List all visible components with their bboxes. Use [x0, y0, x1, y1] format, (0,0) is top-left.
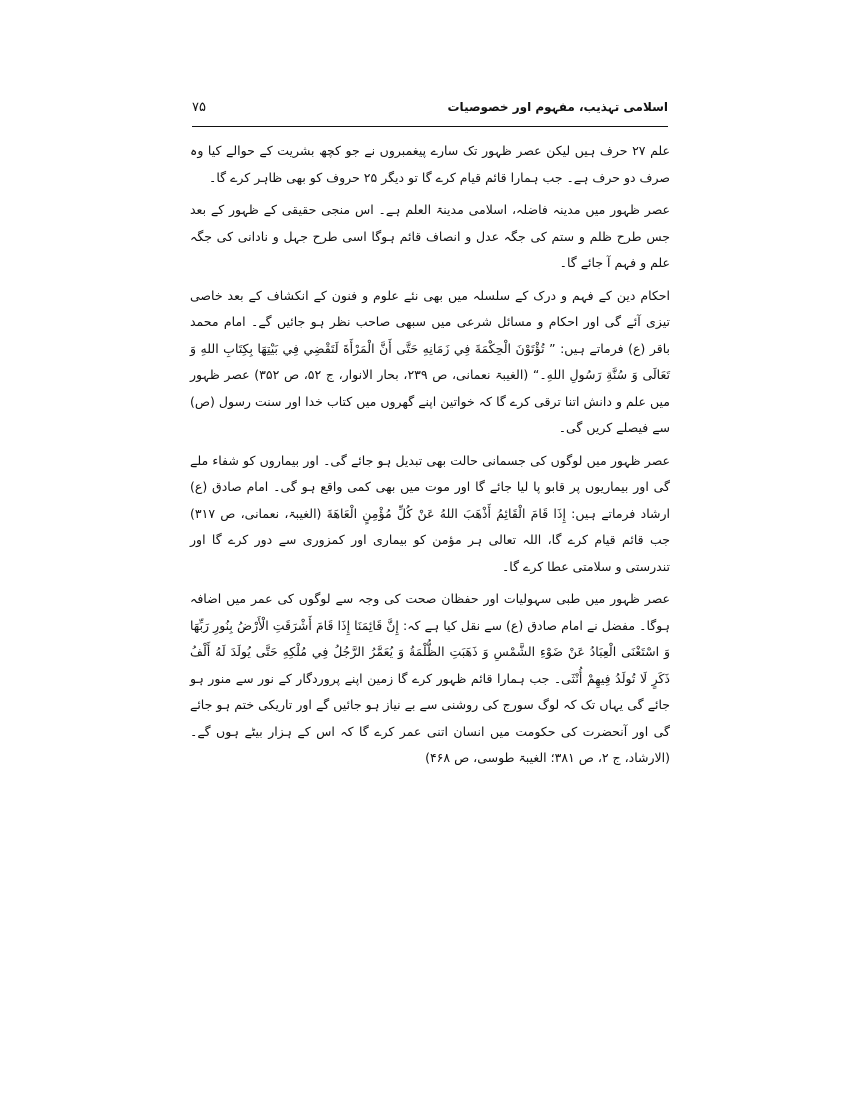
header-rule [192, 126, 668, 127]
paragraph-longevity: عصر ظہور میں طبی سہولیات اور حفظان صحت کی وجہ سے لوگوں کی عمر میں اضافہ ہوگا۔ مفضل نے امام صادق (ع) سے نقل کیا ہے کہ: إِنَّ قَائِمَنَا إِذَا قَامَ أَشْرَقَتِ الْأَرْضُ بِنُورِ رَبِّهَا وَ اسْتَغْنَى الْعِبَادُ عَنْ ضَوْءِ الشَّمْسِ وَ ذَهَبَتِ الظُّلْمَةُ وَ يُعَمَّرُ الرَّجُلُ فِي مُلْكِهِ حَتَّى يُولَدَ لَهُ أَلْفُ ذَكَرٍ لَا تُولَدُ فِيهِمْ أُنْثَى۔ جب ہمارا قائم ظہور کرے گا زمین اپنے پروردگار کے نور سے منور ہو جائے گی یہاں تک کہ لوگ سورج کی روشنی سے بے نیاز ہو جائیں گے اور تاریکی ختم ہو جائے گی اور آنحضرت کی حکومت میں انسان اتنی عمر کرے گا کہ اس کے ہزار بیٹے ہوں گے۔ (الارشاد، ج ۲، ص ۳۸۱؛ الغیبۃ طوسی، ص ۴۶۸) [190, 591, 670, 765]
running-title: اسلامی تہذیب، مفہوم اور خصوصیات [447, 100, 668, 114]
paragraph-knowledge-letters: علم ۲۷ حرف ہیں لیکن عصر ظہور تک سارے پیغمبروں نے جو کچھ بشریت کے حوالے کیا وہ صرف دو حرف ہے۔ جب ہمارا قائم قیام کرے گا تو دیگر ۲۵ حروف کو بھی ظاہر کرے گا۔ [190, 143, 670, 185]
page-number: ۷۵ [192, 100, 206, 115]
page-header [192, 96, 668, 124]
body-text [190, 138, 670, 778]
paragraph-city-of-knowledge: عصر ظہور میں مدینہ فاضلہ، اسلامی مدینۃ العلم ہے۔ اس منجی حقیقی کے ظہور کے بعد جس طرح ظلم و ستم کی جگہ عدل و انصاف قائم ہوگا اسی طرح جہل و نادانی کی جگہ علم و فہم آ جائے گا۔ [190, 202, 670, 270]
paragraph-physical-health: عصر ظہور میں لوگوں کی جسمانی حالت بھی تبدیل ہو جائے گی۔ اور بیماروں کو شفاء ملے گی اور بیماریوں پر قابو پا لیا جائے گا اور موت میں بھی کمی واقع ہو گی۔ امام صادق (ع) ارشاد فرماتے ہیں: إِذَا قَامَ الْقَائِمُ أَذْهَبَ اللهُ عَنْ كُلِّ مُؤْمِنٍ الْعَاهَةَ (الغیبۃ، نعمانی، ص ۳۱۷) جب قائم قیام کرے گا، اللہ تعالی ہر مؤمن کو بیماری اور کمزوری سے دور کرے گا اور تندرستی و سلامتی عطا کرے گا۔ [190, 452, 670, 574]
paragraph-religious-understanding: احکام دین کے فہم و درک کے سلسلہ میں بھی نئے علوم و فنون کے انکشاف کے بعد خاصی تیزی آئے گی اور احکام و مسائل شرعی میں سبھی صاحب نظر ہو جائیں گے۔ امام محمد باقر (ع) فرماتے ہیں: ” تُؤْتَوْنَ الْحِكْمَةَ فِي زَمَانِهِ حَتَّى أَنَّ الْمَرْأَةَ لَتَقْضِي فِي بَيْتِهَا بِكِتَابِ اللهِ وَ تَعَالَى وَ سُنَّةِ رَسُولِ اللهِ۔“ (الغیبۃ نعمانی، ص ۲۳۹، بحار الانوار، ج ۵۲، ص ۳۵۲) عصر ظہور میں علم و دانش اتنا ترقی کرے گا کہ خواتین اپنے گھروں میں کتاب خدا اور سنت رسول (ص) سے فیصلے کریں گی۔ [190, 287, 670, 435]
